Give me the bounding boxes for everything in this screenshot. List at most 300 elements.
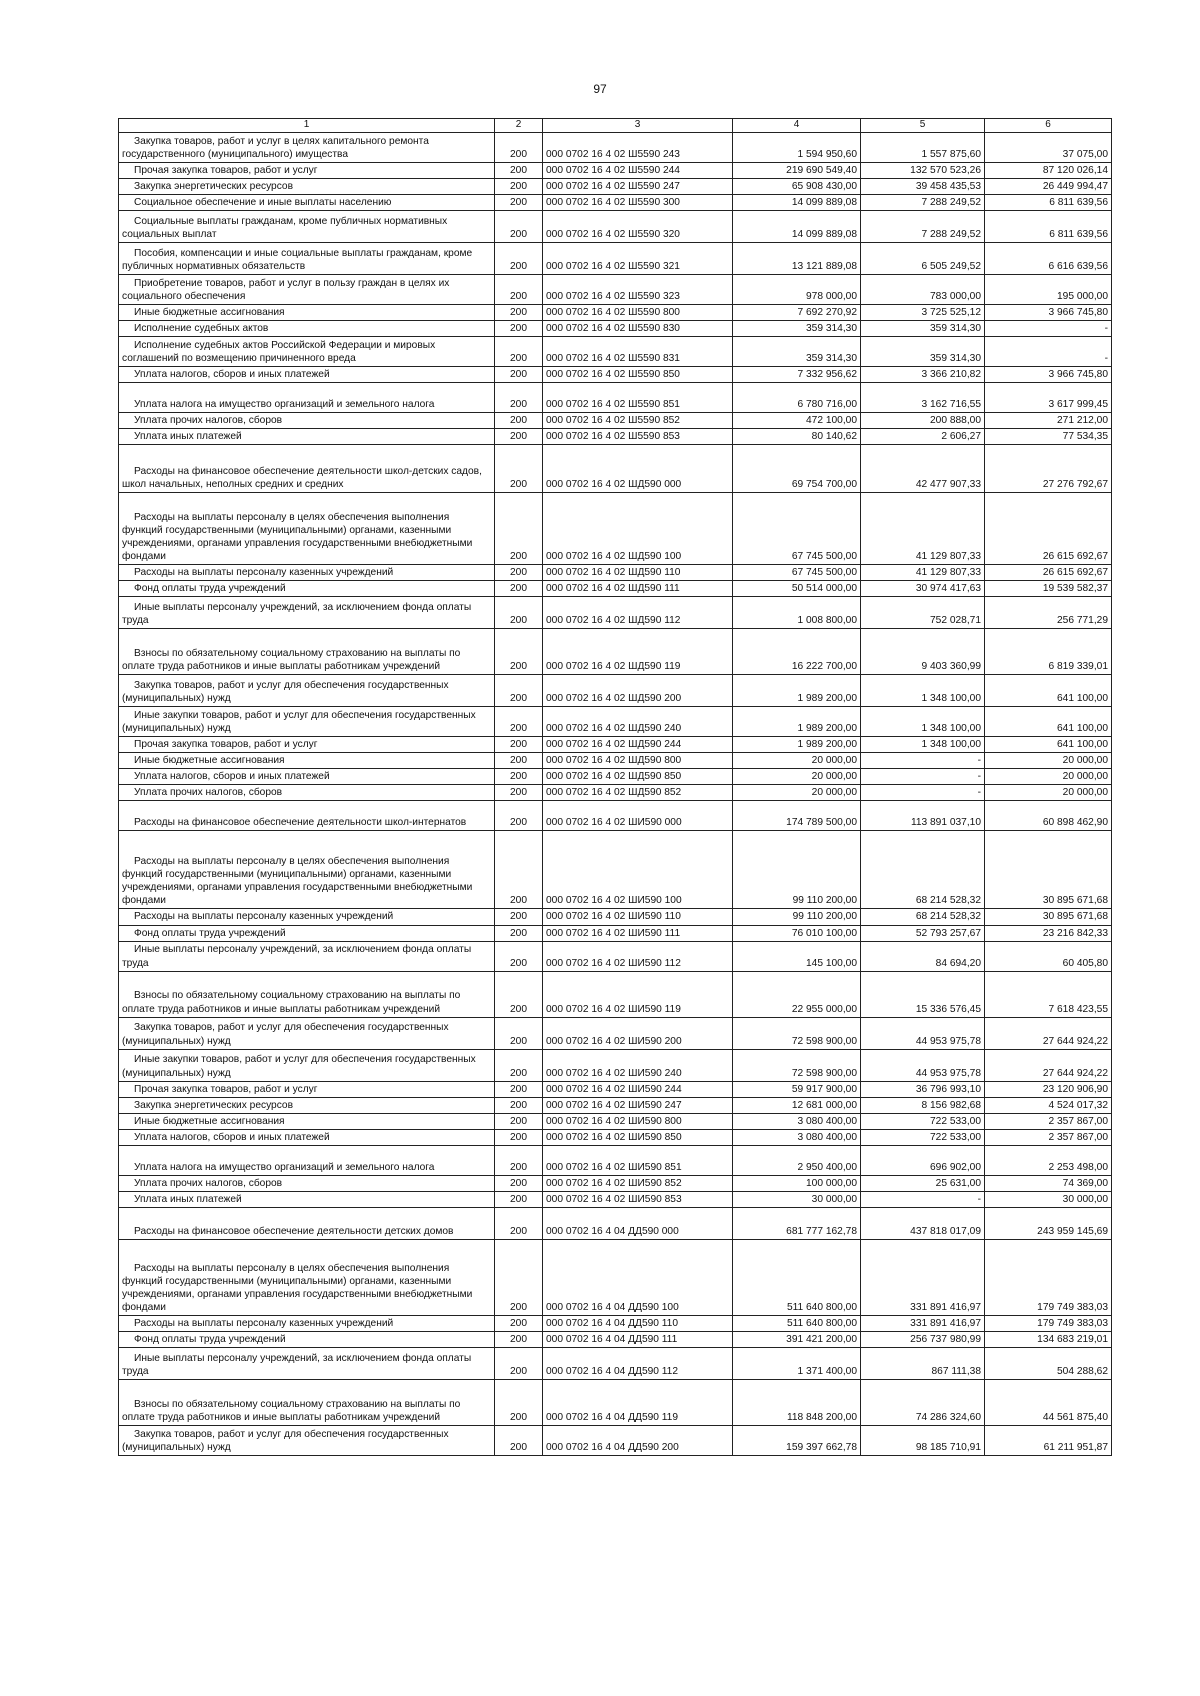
- table-row: [119, 1097, 1112, 1113]
- row-name-text: Закупка товаров, работ и услуг для обеспечения государственных (муниципальных) нужд: [122, 1428, 449, 1453]
- row-name-text: Исполнение судебных актов: [134, 322, 269, 334]
- row-unexecuted-amount: 30 895 671,68: [985, 909, 1112, 925]
- row-name-text: Взносы по обязательному социальному страхованию на выплаты по оплате труда работников и иные выплаты работникам учреждений: [122, 1398, 461, 1423]
- row-executed-amount: 2 606,27: [861, 429, 985, 445]
- row-classification-code: 000 0702 16 4 02 Ш5590 300: [543, 194, 733, 210]
- row-executed-amount: 200 888,00: [861, 413, 985, 429]
- row-executed-amount: 359 314,30: [861, 320, 985, 336]
- row-executed-amount: 867 111,38: [861, 1347, 985, 1379]
- row-approved-amount: 1 989 200,00: [733, 707, 861, 737]
- row-unexecuted-amount: 641 100,00: [985, 737, 1112, 753]
- row-approved-amount: 118 848 200,00: [733, 1379, 861, 1425]
- row-unexecuted-amount: 256 771,29: [985, 597, 1112, 629]
- row-name: [119, 445, 495, 493]
- row-classification-code: 000 0702 16 4 02 Ш5590 830: [543, 320, 733, 336]
- row-classification-code: 000 0702 16 4 02 ШД590 800: [543, 753, 733, 769]
- table-row: [119, 737, 1112, 753]
- row-name-text: Уплата налогов, сборов и иных платежей: [134, 1131, 330, 1143]
- row-name: [119, 707, 495, 737]
- row-executed-amount: 41 129 807,33: [861, 565, 985, 581]
- row-approved-amount: 20 000,00: [733, 785, 861, 801]
- row-approved-amount: 359 314,30: [733, 320, 861, 336]
- row-classification-code: 000 0702 16 4 02 ШИ590 852: [543, 1175, 733, 1191]
- row-classification-code: 000 0702 16 4 02 Ш5590 321: [543, 242, 733, 274]
- row-unexecuted-amount: 61 211 951,87: [985, 1425, 1112, 1455]
- row-name: [119, 597, 495, 629]
- table-row: [119, 1347, 1112, 1379]
- row-classification-code: 000 0702 16 4 02 ШД590 119: [543, 629, 733, 675]
- table-row: [119, 429, 1112, 445]
- row-name: [119, 194, 495, 210]
- row-classification-code: 000 0702 16 4 02 Ш5590 320: [543, 210, 733, 242]
- row-name: [119, 413, 495, 429]
- column-header-1: 1: [119, 119, 495, 133]
- row-admin-code: 200: [495, 1145, 543, 1175]
- row-unexecuted-amount: 3 617 999,45: [985, 383, 1112, 413]
- column-header-2: 2: [495, 119, 543, 133]
- table-row: [119, 1145, 1112, 1175]
- row-unexecuted-amount: 27 644 924,22: [985, 1017, 1112, 1049]
- row-admin-code: 200: [495, 1017, 543, 1049]
- row-name-text: Иные бюджетные ассигнования: [134, 1115, 285, 1127]
- row-unexecuted-amount: 26 615 692,67: [985, 565, 1112, 581]
- row-classification-code: 000 0702 16 4 02 ШИ590 851: [543, 1145, 733, 1175]
- table-row: [119, 1191, 1112, 1207]
- row-name-text: Исполнение судебных актов Российской Федерации и мировых соглашений по возмещению причиненного вреда: [122, 339, 436, 364]
- row-admin-code: 200: [495, 1175, 543, 1191]
- row-admin-code: 200: [495, 162, 543, 178]
- row-name-text: Иные выплаты персоналу учреждений, за исключением фонда оплаты труда: [122, 944, 472, 969]
- row-classification-code: 000 0702 16 4 02 ШИ590 200: [543, 1017, 733, 1049]
- row-name-text: Уплата налогов, сборов и иных платежей: [134, 369, 330, 381]
- row-name-text: Уплата иных платежей: [134, 1193, 242, 1205]
- table-row: [119, 565, 1112, 581]
- row-name: [119, 132, 495, 162]
- row-approved-amount: 472 100,00: [733, 413, 861, 429]
- row-admin-code: 200: [495, 1113, 543, 1129]
- row-name: [119, 1145, 495, 1175]
- row-name-text: Уплата налогов, сборов и иных платежей: [134, 771, 330, 783]
- table-row: [119, 1379, 1112, 1425]
- row-admin-code: 200: [495, 1379, 543, 1425]
- row-name: [119, 1379, 495, 1425]
- row-admin-code: 200: [495, 1239, 543, 1315]
- row-approved-amount: 99 110 200,00: [733, 831, 861, 909]
- row-name-text: Уплата налога на имущество организаций и земельного налога: [134, 399, 435, 411]
- row-approved-amount: 174 789 500,00: [733, 801, 861, 831]
- row-classification-code: 000 0702 16 4 04 ДД590 111: [543, 1331, 733, 1347]
- row-executed-amount: 752 028,71: [861, 597, 985, 629]
- table-row: [119, 1315, 1112, 1331]
- row-name: [119, 320, 495, 336]
- row-name: [119, 565, 495, 581]
- row-name-text: Расходы на выплаты персоналу казенных учреждений: [134, 911, 394, 923]
- row-executed-amount: -: [861, 769, 985, 785]
- row-classification-code: 000 0702 16 4 02 ШИ590 110: [543, 909, 733, 925]
- row-admin-code: 200: [495, 1129, 543, 1145]
- table-row: [119, 1049, 1112, 1081]
- table-row: [119, 597, 1112, 629]
- row-executed-amount: 52 793 257,67: [861, 925, 985, 941]
- row-classification-code: 000 0702 16 4 02 ШИ590 111: [543, 925, 733, 941]
- row-approved-amount: 14 099 889,08: [733, 210, 861, 242]
- row-admin-code: 200: [495, 707, 543, 737]
- row-executed-amount: 8 156 982,68: [861, 1097, 985, 1113]
- row-name-text: Расходы на финансовое обеспечение деятельности детских домов: [134, 1225, 454, 1237]
- row-classification-code: 000 0702 16 4 02 Ш5590 851: [543, 383, 733, 413]
- row-unexecuted-amount: 37 075,00: [985, 132, 1112, 162]
- table-row: [119, 785, 1112, 801]
- row-classification-code: 000 0702 16 4 02 ШИ590 100: [543, 831, 733, 909]
- table-row: [119, 1113, 1112, 1129]
- row-executed-amount: 44 953 975,78: [861, 1017, 985, 1049]
- table-row: [119, 1081, 1112, 1097]
- row-executed-amount: 3 162 716,55: [861, 383, 985, 413]
- row-name-text: Уплата налога на имущество организаций и земельного налога: [134, 1161, 435, 1173]
- table-row: [119, 1207, 1112, 1239]
- row-admin-code: 200: [495, 597, 543, 629]
- row-approved-amount: 359 314,30: [733, 337, 861, 367]
- row-name: [119, 1081, 495, 1097]
- row-approved-amount: 1 371 400,00: [733, 1347, 861, 1379]
- row-admin-code: 200: [495, 367, 543, 383]
- table-row: [119, 210, 1112, 242]
- table-row: [119, 304, 1112, 320]
- row-name: [119, 753, 495, 769]
- row-approved-amount: 13 121 889,08: [733, 242, 861, 274]
- row-executed-amount: 3 366 210,82: [861, 367, 985, 383]
- row-name-text: Закупка товаров, работ и услуг для обеспечения государственных (муниципальных) нужд: [122, 1022, 449, 1047]
- row-classification-code: 000 0702 16 4 02 ШИ590 000: [543, 801, 733, 831]
- row-admin-code: 200: [495, 909, 543, 925]
- row-admin-code: 200: [495, 274, 543, 304]
- row-unexecuted-amount: 30 000,00: [985, 1191, 1112, 1207]
- row-approved-amount: 1 989 200,00: [733, 675, 861, 707]
- row-executed-amount: 6 505 249,52: [861, 242, 985, 274]
- row-admin-code: 200: [495, 801, 543, 831]
- row-classification-code: 000 0702 16 4 02 ШИ590 119: [543, 971, 733, 1017]
- row-name-text: Прочая закупка товаров, работ и услуг: [134, 164, 318, 176]
- row-approved-amount: 16 222 700,00: [733, 629, 861, 675]
- row-approved-amount: 219 690 549,40: [733, 162, 861, 178]
- row-classification-code: 000 0702 16 4 04 ДД590 110: [543, 1315, 733, 1331]
- row-approved-amount: 159 397 662,78: [733, 1425, 861, 1455]
- row-unexecuted-amount: 26 449 994,47: [985, 178, 1112, 194]
- table-row: [119, 274, 1112, 304]
- row-executed-amount: 84 694,20: [861, 941, 985, 971]
- row-admin-code: 200: [495, 753, 543, 769]
- row-name-text: Расходы на выплаты персоналу в целях обеспечения выполнения функций государственными (муниципальными) органами, казенными учреждениями, органами управления государственными внебюджетными фондами: [122, 1262, 473, 1313]
- row-classification-code: 000 0702 16 4 02 ШД590 112: [543, 597, 733, 629]
- table-row: [119, 675, 1112, 707]
- row-classification-code: 000 0702 16 4 04 ДД590 200: [543, 1425, 733, 1455]
- row-name: [119, 304, 495, 320]
- row-executed-amount: 331 891 416,97: [861, 1239, 985, 1315]
- table-row: [119, 1239, 1112, 1315]
- row-executed-amount: 696 902,00: [861, 1145, 985, 1175]
- row-name: [119, 429, 495, 445]
- row-classification-code: 000 0702 16 4 02 Ш5590 243: [543, 132, 733, 162]
- table-row: [119, 925, 1112, 941]
- row-admin-code: 200: [495, 383, 543, 413]
- row-classification-code: 000 0702 16 4 02 ШД590 852: [543, 785, 733, 801]
- row-admin-code: 200: [495, 445, 543, 493]
- row-name-text: Иные бюджетные ассигнования: [134, 306, 285, 318]
- row-name: [119, 1347, 495, 1379]
- row-classification-code: 000 0702 16 4 02 ШИ590 853: [543, 1191, 733, 1207]
- row-classification-code: 000 0702 16 4 02 ШД590 200: [543, 675, 733, 707]
- table-row: [119, 753, 1112, 769]
- row-executed-amount: 1 348 100,00: [861, 737, 985, 753]
- row-name-text: Приобретение товаров, работ и услуг в пользу граждан в целях их социального обеспечения: [122, 277, 450, 302]
- row-unexecuted-amount: 6 819 339,01: [985, 629, 1112, 675]
- table-row: [119, 194, 1112, 210]
- row-unexecuted-amount: 641 100,00: [985, 707, 1112, 737]
- row-approved-amount: 72 598 900,00: [733, 1017, 861, 1049]
- row-unexecuted-amount: 271 212,00: [985, 413, 1112, 429]
- row-approved-amount: 76 010 100,00: [733, 925, 861, 941]
- row-classification-code: 000 0702 16 4 02 Ш5590 800: [543, 304, 733, 320]
- row-name-text: Закупка энергетических ресурсов: [134, 180, 294, 192]
- page-number: 97: [593, 82, 607, 96]
- table-body: [119, 132, 1112, 1455]
- row-executed-amount: 68 214 528,32: [861, 909, 985, 925]
- row-name: [119, 493, 495, 565]
- row-unexecuted-amount: 44 561 875,40: [985, 1379, 1112, 1425]
- row-admin-code: 200: [495, 413, 543, 429]
- row-admin-code: 200: [495, 337, 543, 367]
- row-unexecuted-amount: -: [985, 337, 1112, 367]
- row-unexecuted-amount: 26 615 692,67: [985, 493, 1112, 565]
- row-name-text: Закупка товаров, работ и услуг для обеспечения государственных (муниципальных) нужд: [122, 680, 449, 705]
- header-row: [119, 119, 1112, 133]
- row-classification-code: 000 0702 16 4 02 Ш5590 244: [543, 162, 733, 178]
- table-row: [119, 367, 1112, 383]
- row-classification-code: 000 0702 16 4 02 Ш5590 831: [543, 337, 733, 367]
- row-approved-amount: 1 008 800,00: [733, 597, 861, 629]
- row-executed-amount: -: [861, 1191, 985, 1207]
- row-unexecuted-amount: 3 966 745,80: [985, 367, 1112, 383]
- row-executed-amount: 722 533,00: [861, 1113, 985, 1129]
- row-name-text: Фонд оплаты труда учреждений: [134, 1333, 286, 1345]
- table-row: [119, 1331, 1112, 1347]
- row-executed-amount: 783 000,00: [861, 274, 985, 304]
- budget-execution-table: [118, 118, 1112, 1456]
- row-classification-code: 000 0702 16 4 02 ШД590 850: [543, 769, 733, 785]
- table-row: [119, 707, 1112, 737]
- row-admin-code: 200: [495, 565, 543, 581]
- row-name: [119, 629, 495, 675]
- row-admin-code: 200: [495, 971, 543, 1017]
- row-approved-amount: 6 780 716,00: [733, 383, 861, 413]
- row-executed-amount: 98 185 710,91: [861, 1425, 985, 1455]
- row-unexecuted-amount: 19 539 582,37: [985, 581, 1112, 597]
- table-row: [119, 581, 1112, 597]
- row-unexecuted-amount: 20 000,00: [985, 753, 1112, 769]
- column-header-3: 3: [543, 119, 733, 133]
- row-classification-code: 000 0702 16 4 04 ДД590 119: [543, 1379, 733, 1425]
- row-unexecuted-amount: 27 276 792,67: [985, 445, 1112, 493]
- row-unexecuted-amount: 2 357 867,00: [985, 1113, 1112, 1129]
- row-admin-code: 200: [495, 925, 543, 941]
- row-approved-amount: 20 000,00: [733, 769, 861, 785]
- row-unexecuted-amount: 20 000,00: [985, 769, 1112, 785]
- row-admin-code: 200: [495, 629, 543, 675]
- row-name: [119, 909, 495, 925]
- row-approved-amount: 7 332 956,62: [733, 367, 861, 383]
- row-admin-code: 200: [495, 242, 543, 274]
- row-classification-code: 000 0702 16 4 02 Ш5590 247: [543, 178, 733, 194]
- row-admin-code: 200: [495, 785, 543, 801]
- row-admin-code: 200: [495, 1191, 543, 1207]
- row-classification-code: 000 0702 16 4 02 ШИ590 800: [543, 1113, 733, 1129]
- row-approved-amount: 7 692 270,92: [733, 304, 861, 320]
- table-row: [119, 445, 1112, 493]
- row-unexecuted-amount: 2 253 498,00: [985, 1145, 1112, 1175]
- table-row: [119, 971, 1112, 1017]
- row-classification-code: 000 0702 16 4 02 Ш5590 852: [543, 413, 733, 429]
- row-classification-code: 000 0702 16 4 04 ДД590 112: [543, 1347, 733, 1379]
- row-name-text: Иные закупки товаров, работ и услуг для обеспечения государственных (муниципальных) нужд: [122, 1054, 476, 1079]
- row-executed-amount: 1 557 875,60: [861, 132, 985, 162]
- row-classification-code: 000 0702 16 4 02 ШД590 100: [543, 493, 733, 565]
- row-name-text: Расходы на выплаты персоналу в целях обеспечения выполнения функций государственными (муниципальными) органами, казенными учреждениями, органами управления государственными внебюджетными фондами: [122, 511, 473, 563]
- row-admin-code: 200: [495, 769, 543, 785]
- row-unexecuted-amount: 27 644 924,22: [985, 1049, 1112, 1081]
- row-admin-code: 200: [495, 1425, 543, 1455]
- row-unexecuted-amount: -: [985, 320, 1112, 336]
- row-approved-amount: 72 598 900,00: [733, 1049, 861, 1081]
- row-approved-amount: 681 777 162,78: [733, 1207, 861, 1239]
- row-approved-amount: 59 917 900,00: [733, 1081, 861, 1097]
- row-admin-code: 200: [495, 320, 543, 336]
- row-executed-amount: 25 631,00: [861, 1175, 985, 1191]
- row-admin-code: 200: [495, 1207, 543, 1239]
- row-admin-code: 200: [495, 581, 543, 597]
- row-approved-amount: 100 000,00: [733, 1175, 861, 1191]
- row-name: [119, 925, 495, 941]
- row-name-text: Расходы на финансовое обеспечение деятельности школ-интернатов: [134, 817, 467, 829]
- row-admin-code: 200: [495, 737, 543, 753]
- row-name-text: Расходы на выплаты персоналу казенных учреждений: [134, 567, 394, 579]
- row-unexecuted-amount: 641 100,00: [985, 675, 1112, 707]
- row-classification-code: 000 0702 16 4 02 ШИ590 112: [543, 941, 733, 971]
- row-executed-amount: 39 458 435,53: [861, 178, 985, 194]
- row-executed-amount: 36 796 993,10: [861, 1081, 985, 1097]
- column-header-4: 4: [733, 119, 861, 133]
- table-row: [119, 801, 1112, 831]
- row-name: [119, 1239, 495, 1315]
- row-name: [119, 1425, 495, 1455]
- row-name-text: Пособия, компенсации и иные социальные выплаты гражданам, кроме публичных нормативных обязательств: [122, 247, 473, 272]
- row-name-text: Уплата иных платежей: [134, 431, 242, 443]
- row-executed-amount: 7 288 249,52: [861, 210, 985, 242]
- row-classification-code: 000 0702 16 4 02 Ш5590 850: [543, 367, 733, 383]
- row-executed-amount: -: [861, 753, 985, 769]
- row-approved-amount: 12 681 000,00: [733, 1097, 861, 1113]
- row-name: [119, 1175, 495, 1191]
- row-approved-amount: 80 140,62: [733, 429, 861, 445]
- row-classification-code: 000 0702 16 4 02 ШИ590 244: [543, 1081, 733, 1097]
- row-approved-amount: 50 514 000,00: [733, 581, 861, 597]
- row-admin-code: 200: [495, 1097, 543, 1113]
- row-name: [119, 1191, 495, 1207]
- row-approved-amount: 511 640 800,00: [733, 1315, 861, 1331]
- table-row: [119, 493, 1112, 565]
- row-name: [119, 1113, 495, 1129]
- row-executed-amount: 9 403 360,99: [861, 629, 985, 675]
- row-classification-code: 000 0702 16 4 02 ШД590 110: [543, 565, 733, 581]
- row-unexecuted-amount: 179 749 383,03: [985, 1239, 1112, 1315]
- row-approved-amount: 65 908 430,00: [733, 178, 861, 194]
- row-approved-amount: 99 110 200,00: [733, 909, 861, 925]
- row-approved-amount: 67 745 500,00: [733, 493, 861, 565]
- row-classification-code: 000 0702 16 4 02 ШД590 240: [543, 707, 733, 737]
- row-admin-code: 200: [495, 675, 543, 707]
- row-executed-amount: 359 314,30: [861, 337, 985, 367]
- row-unexecuted-amount: 243 959 145,69: [985, 1207, 1112, 1239]
- row-unexecuted-amount: 6 616 639,56: [985, 242, 1112, 274]
- row-admin-code: 200: [495, 429, 543, 445]
- row-name: [119, 1129, 495, 1145]
- row-classification-code: 000 0702 16 4 02 ШИ590 850: [543, 1129, 733, 1145]
- row-name-text: Уплата прочих налогов, сборов: [134, 787, 283, 799]
- row-executed-amount: 331 891 416,97: [861, 1315, 985, 1331]
- row-executed-amount: 113 891 037,10: [861, 801, 985, 831]
- row-name: [119, 581, 495, 597]
- row-name-text: Уплата прочих налогов, сборов: [134, 415, 283, 427]
- row-name: [119, 1097, 495, 1113]
- row-unexecuted-amount: 6 811 639,56: [985, 210, 1112, 242]
- row-unexecuted-amount: 77 534,35: [985, 429, 1112, 445]
- row-executed-amount: -: [861, 785, 985, 801]
- row-unexecuted-amount: 60 405,80: [985, 941, 1112, 971]
- row-name: [119, 1207, 495, 1239]
- row-unexecuted-amount: 23 216 842,33: [985, 925, 1112, 941]
- row-name: [119, 971, 495, 1017]
- row-unexecuted-amount: 4 524 017,32: [985, 1097, 1112, 1113]
- row-approved-amount: 3 080 400,00: [733, 1113, 861, 1129]
- row-name: [119, 367, 495, 383]
- row-name-text: Иные выплаты персоналу учреждений, за исключением фонда оплаты труда: [122, 602, 472, 627]
- row-approved-amount: 1 989 200,00: [733, 737, 861, 753]
- row-unexecuted-amount: 23 120 906,90: [985, 1081, 1112, 1097]
- row-unexecuted-amount: 504 288,62: [985, 1347, 1112, 1379]
- row-admin-code: 200: [495, 178, 543, 194]
- table-row: [119, 1425, 1112, 1455]
- row-executed-amount: 3 725 525,12: [861, 304, 985, 320]
- table-row: [119, 1017, 1112, 1049]
- row-executed-amount: 30 974 417,63: [861, 581, 985, 597]
- row-approved-amount: 2 950 400,00: [733, 1145, 861, 1175]
- row-approved-amount: 978 000,00: [733, 274, 861, 304]
- row-admin-code: 200: [495, 831, 543, 909]
- row-name-text: Социальные выплаты гражданам, кроме публичных нормативных социальных выплат: [122, 215, 448, 240]
- table-row: [119, 769, 1112, 785]
- table-row: [119, 413, 1112, 429]
- row-name: [119, 242, 495, 274]
- row-executed-amount: 7 288 249,52: [861, 194, 985, 210]
- row-classification-code: 000 0702 16 4 02 ШИ590 240: [543, 1049, 733, 1081]
- row-name: [119, 831, 495, 909]
- row-admin-code: 200: [495, 1049, 543, 1081]
- row-name-text: Расходы на выплаты персоналу казенных учреждений: [134, 1317, 394, 1329]
- row-approved-amount: 69 754 700,00: [733, 445, 861, 493]
- row-executed-amount: 132 570 523,26: [861, 162, 985, 178]
- row-approved-amount: 1 594 950,60: [733, 132, 861, 162]
- row-unexecuted-amount: 20 000,00: [985, 785, 1112, 801]
- row-name: [119, 210, 495, 242]
